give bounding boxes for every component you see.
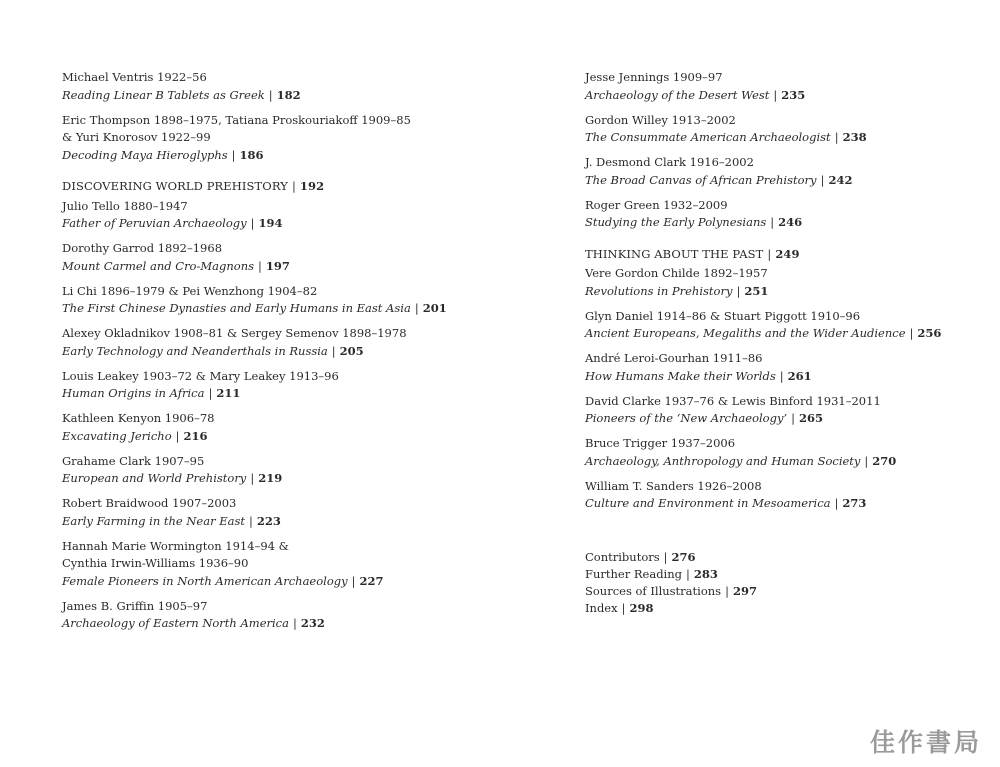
- page-number: 227: [359, 573, 384, 588]
- right-section-entries: [585, 265, 1000, 513]
- page-number: 261: [787, 368, 812, 383]
- separator: |: [250, 216, 255, 230]
- watermark: 佳作書局: [869, 728, 982, 757]
- entry-subtitle: Archaeology of Eastern North America: [62, 616, 289, 630]
- page-number: 276: [671, 549, 696, 564]
- entry-subtitle: Revolutions in Prehistory: [585, 283, 733, 298]
- page-number: 216: [183, 428, 208, 443]
- separator: |: [175, 428, 180, 443]
- separator: |: [268, 87, 273, 102]
- entry-subtitle-line: [62, 573, 502, 591]
- entry-name: Grahame Clark 1907–95: [62, 453, 205, 468]
- page-number: 265: [798, 411, 823, 425]
- separator: |: [779, 368, 784, 383]
- separator: |: [834, 130, 839, 144]
- entry-subtitle-line: [585, 283, 1000, 301]
- entry-subtitle: Human Origins in Africa: [62, 386, 205, 400]
- entry-subtitle: Early Farming in the Near East: [62, 513, 246, 528]
- entry-subtitle: Female Pioneers in North American Archaeology: [62, 573, 348, 588]
- section-title: THINKING ABOUT THE PAST: [585, 246, 764, 261]
- entry-subtitle: The First Chinese Dynasties and Early Humans in East Asia: [62, 301, 411, 315]
- separator: |: [258, 258, 262, 273]
- entry-subtitle-line: [585, 368, 1000, 386]
- entry-subtitle-line: [62, 300, 502, 318]
- toc-entry: [585, 350, 1000, 385]
- entry-name: Alexey Okladnikov 1908–81 & Sergey Semenov 1898–1978: [62, 326, 407, 340]
- entry-subtitle-line: [585, 325, 1000, 343]
- entry-name-continued: Cynthia Irwin-Williams 1936–90: [62, 556, 249, 570]
- entry-name: Robert Braidwood 1907–2003: [62, 496, 237, 510]
- entry-name: Jesse Jennings 1909–97: [585, 70, 723, 84]
- entry-subtitle-line: [62, 385, 502, 403]
- right-entries-top: [585, 69, 1000, 232]
- page-number: 182: [276, 87, 301, 102]
- toc-entry: [62, 495, 502, 530]
- entry-name: Bruce Trigger 1937–2006: [585, 436, 736, 450]
- left-page: [62, 69, 502, 640]
- left-entries-top: [62, 69, 502, 164]
- entry-subtitle: Ancient Europeans, Megaliths and the Wider Audience: [585, 326, 906, 340]
- section-page-number: 192: [299, 179, 325, 193]
- entry-subtitle-line: [585, 172, 1000, 190]
- entry-name: William T. Sanders 1926–2008: [585, 478, 762, 493]
- toc-entry: [585, 197, 1000, 232]
- backmatter-label: Index: [585, 600, 618, 615]
- entry-subtitle-line: [585, 87, 1000, 105]
- entry-subtitle-line: [585, 129, 1000, 147]
- entry-name: James B. Griffin 1905–97: [62, 598, 208, 613]
- section-heading: [585, 246, 1000, 264]
- page-number: 186: [239, 147, 264, 162]
- entry-subtitle-line: [585, 410, 1000, 428]
- entry-name: Dorothy Garrod 1892–1968: [62, 241, 223, 255]
- backmatter-label: Further Reading: [585, 566, 682, 581]
- toc-entry: [62, 112, 502, 165]
- separator: |: [331, 343, 336, 358]
- page-number: 246: [778, 215, 803, 229]
- backmatter-item: [585, 600, 1000, 617]
- backmatter-label: Contributors: [585, 549, 660, 564]
- page-number: 235: [781, 87, 806, 102]
- page-number: 298: [629, 600, 654, 615]
- entry-subtitle-line: [62, 147, 502, 165]
- entry-name: Li Chi 1896–1979 & Pei Wenzhong 1904–82: [62, 283, 318, 298]
- entry-subtitle: The Consummate American Archaeologist: [585, 130, 831, 144]
- separator: |: [864, 453, 869, 468]
- toc-entry: [62, 198, 502, 233]
- entry-subtitle-line: [62, 470, 502, 488]
- toc-entry: [585, 393, 1000, 428]
- entry-name: André Leroi-Gourhan 1911–86: [585, 351, 763, 365]
- separator: |: [231, 147, 236, 162]
- separator: |: [834, 496, 839, 510]
- separator: |: [663, 549, 668, 564]
- entry-subtitle-line: [62, 343, 502, 361]
- left-section-entries: [62, 198, 502, 633]
- entry-subtitle: Excavating Jericho: [62, 428, 172, 443]
- entry-subtitle-line: [62, 615, 502, 633]
- entry-subtitle: Archaeology, Anthropology and Human Society: [585, 453, 861, 468]
- toc-entry: [62, 368, 502, 403]
- entry-subtitle: Early Technology and Neanderthals in Russia: [62, 343, 328, 358]
- separator: |: [686, 566, 690, 581]
- entry-subtitle-line: [62, 258, 502, 276]
- entry-subtitle: Reading Linear B Tablets as Greek: [62, 87, 265, 102]
- backmatter-item: [585, 583, 1000, 600]
- separator: |: [249, 513, 253, 528]
- toc-entry: [62, 538, 502, 591]
- entry-subtitle: How Humans Make their Worlds: [585, 368, 776, 383]
- separator: |: [909, 326, 914, 340]
- entry-name: Eric Thompson 1898–1975, Tatiana Proskouriakoff 1909–85: [62, 112, 411, 127]
- separator: |: [292, 616, 297, 630]
- toc-entry: [585, 265, 1000, 300]
- right-page: [585, 69, 1000, 617]
- entry-subtitle: Culture and Environment in Mesoamerica: [585, 496, 831, 510]
- page-number: 232: [300, 616, 325, 630]
- entry-subtitle: Studying the Early Polynesians: [585, 215, 767, 229]
- entry-subtitle: European and World Prehistory: [62, 471, 247, 485]
- toc-entry: [62, 283, 502, 318]
- entry-subtitle-line: [585, 495, 1000, 513]
- entry-subtitle-line: [62, 215, 502, 233]
- backmatter-label: Sources of Illustrations: [585, 583, 722, 598]
- toc-entry: [585, 69, 1000, 104]
- toc-entry: [585, 478, 1000, 513]
- page-number: 205: [339, 343, 364, 358]
- entry-subtitle: Archaeology of the Desert West: [585, 87, 770, 102]
- toc-entry: [585, 154, 1000, 189]
- toc-entry: [585, 112, 1000, 147]
- entry-subtitle: Decoding Maya Hieroglyphs: [62, 147, 228, 162]
- entry-name: Hannah Marie Wormington 1914–94 &: [62, 538, 289, 553]
- entry-name: David Clarke 1937–76 & Lewis Binford 1931–2011: [585, 393, 881, 408]
- entry-name: Glyn Daniel 1914–86 & Stuart Piggott 1910–96: [585, 308, 861, 323]
- page-number: 283: [693, 566, 718, 581]
- entry-subtitle-line: [585, 453, 1000, 471]
- page-number: 211: [216, 386, 241, 400]
- entry-subtitle: Mount Carmel and Cro-Magnons: [62, 258, 255, 273]
- page-number: 297: [732, 583, 757, 598]
- page-number: 201: [422, 301, 447, 315]
- entry-name: Gordon Willey 1913–2002: [585, 112, 736, 127]
- entry-name: Vere Gordon Childe 1892–1957: [585, 266, 768, 280]
- toc-entry: [585, 435, 1000, 470]
- entry-subtitle-line: [62, 87, 502, 105]
- section-title: DISCOVERING WORLD PREHISTORY: [62, 179, 288, 193]
- separator: |: [725, 583, 729, 598]
- entry-name: Roger Green 1932–2009: [585, 197, 728, 212]
- separator: |: [820, 172, 825, 187]
- entry-name-continued: & Yuri Knorosov 1922–99: [62, 130, 211, 144]
- entry-name: Louis Leakey 1903–72 & Mary Leakey 1913–96: [62, 368, 339, 383]
- page-number: 270: [872, 453, 897, 468]
- separator: |: [414, 301, 419, 315]
- toc-entry: [62, 240, 502, 275]
- entry-name: Julio Tello 1880–1947: [62, 198, 188, 213]
- entry-name: Kathleen Kenyon 1906–78: [62, 411, 215, 425]
- separator: |: [250, 471, 255, 485]
- separator: |: [291, 179, 296, 193]
- page-number: 256: [917, 326, 942, 340]
- separator: |: [621, 600, 626, 615]
- backmatter-item: [585, 549, 1000, 566]
- toc-entry: [62, 325, 502, 360]
- page-number: 251: [744, 283, 769, 298]
- separator: |: [770, 215, 775, 229]
- page-number: 197: [265, 258, 290, 273]
- backmatter-item: [585, 566, 1000, 583]
- entry-subtitle-line: [62, 513, 502, 531]
- separator: |: [791, 411, 795, 425]
- toc-entry: [62, 598, 502, 633]
- separator: |: [767, 246, 772, 261]
- entry-subtitle-line: [62, 428, 502, 446]
- entry-subtitle: The Broad Canvas of African Prehistory: [585, 172, 817, 187]
- page-number: 238: [842, 130, 867, 144]
- entry-subtitle: Pioneers of the ‘New Archaeology’: [585, 411, 788, 425]
- entry-subtitle: Father of Peruvian Archaeology: [62, 216, 247, 230]
- page-number: 273: [842, 496, 867, 510]
- separator: |: [208, 386, 213, 400]
- toc-entry: [62, 69, 502, 104]
- separator: |: [773, 87, 778, 102]
- page-number: 194: [258, 216, 283, 230]
- backmatter-list: [585, 549, 1000, 617]
- toc-entry: [62, 410, 502, 445]
- separator: |: [736, 283, 741, 298]
- toc-entry: [585, 308, 1000, 343]
- page-number: 219: [258, 471, 283, 485]
- page-number: 242: [828, 172, 853, 187]
- entry-name: Michael Ventris 1922–56: [62, 70, 207, 84]
- section-heading: [62, 178, 502, 196]
- toc-entry: [62, 453, 502, 488]
- separator: |: [351, 573, 356, 588]
- page-number: 223: [256, 513, 281, 528]
- entry-subtitle-line: [585, 214, 1000, 232]
- section-page-number: 249: [775, 246, 800, 261]
- entry-name: J. Desmond Clark 1916–2002: [585, 155, 754, 169]
